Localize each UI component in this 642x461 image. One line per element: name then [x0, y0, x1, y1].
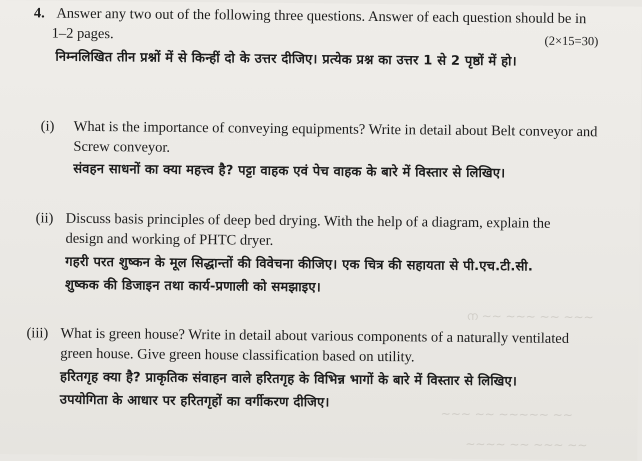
- part-english-line1: Discuss basis principles of deep bed drying. With the help of a diagram, explain the: [65, 210, 551, 232]
- part-hindi-line1: गहरी परत शुष्कन के मूल सिद्धान्तों की विवेचना कीजिए। एक चित्र की सहायता से पी.एच.टी.सी.: [65, 254, 534, 275]
- question-marks: (2×15=30): [544, 33, 599, 49]
- part-hindi-line2: उपयोगिता के आधार पर हरितगृहों का वर्गीकरण दीजिए।: [59, 392, 330, 411]
- part-hindi-line2: शुष्कक की डिजाइन तथा कार्य-प्रणाली को समझाइए।: [64, 277, 321, 296]
- part-english-line2: Screw conveyor.: [73, 138, 171, 156]
- part-hindi-line1: हरितगृह क्या है? प्राकृतिक संवाहन वाले हरितगृह के विभिन्न भागों के बारे में विस्तार से लिखिए।: [59, 369, 518, 390]
- part-label: (ii): [35, 210, 54, 227]
- part-label: (i): [40, 118, 55, 135]
- question-instruction-line1: [34, 5, 587, 27]
- part-english-line2: design and working of PHTC dryer.: [65, 230, 274, 249]
- part-english-line1: What is green house? Write in detail about various components of a naturally ventilated: [60, 325, 570, 347]
- question-number: 4.: [33, 5, 45, 22]
- bleed-through-text: ന ~~ ~~~ ~~ ~~~: [466, 308, 594, 325]
- question-instruction-text: Answer any two out of the following three questions. Answer of each question should be in: [56, 5, 587, 28]
- bleed-through-text: ~~~~ ~~ ~~~ ~~: [465, 436, 588, 453]
- question-instruction-line2: 1–2 pages.: [51, 25, 114, 43]
- part-label: (iii): [26, 325, 49, 342]
- question-hindi-instruction: निम्नलिखित तीन प्रश्नों में से किन्हीं दो के उत्तर दीजिए। प्रत्येक प्रश्न का उत्तर 1 से 2 पृष्ठों में हो।: [55, 49, 517, 70]
- part-hindi-line1: संवहन साधनों का क्या महत्त्व है? पट्टा वाहक एवं पेच वाहक के बारे में विस्तार से लिखिए।: [73, 161, 506, 182]
- part-english-line2: green house. Give green house classification based on utility.: [60, 345, 415, 366]
- part-english-line1: What is the importance of conveying equipments? Write in detail about Belt conveyor and: [73, 118, 598, 141]
- bleed-through-text: ~~~ ~~ ~~~~~ ~~: [440, 406, 573, 423]
